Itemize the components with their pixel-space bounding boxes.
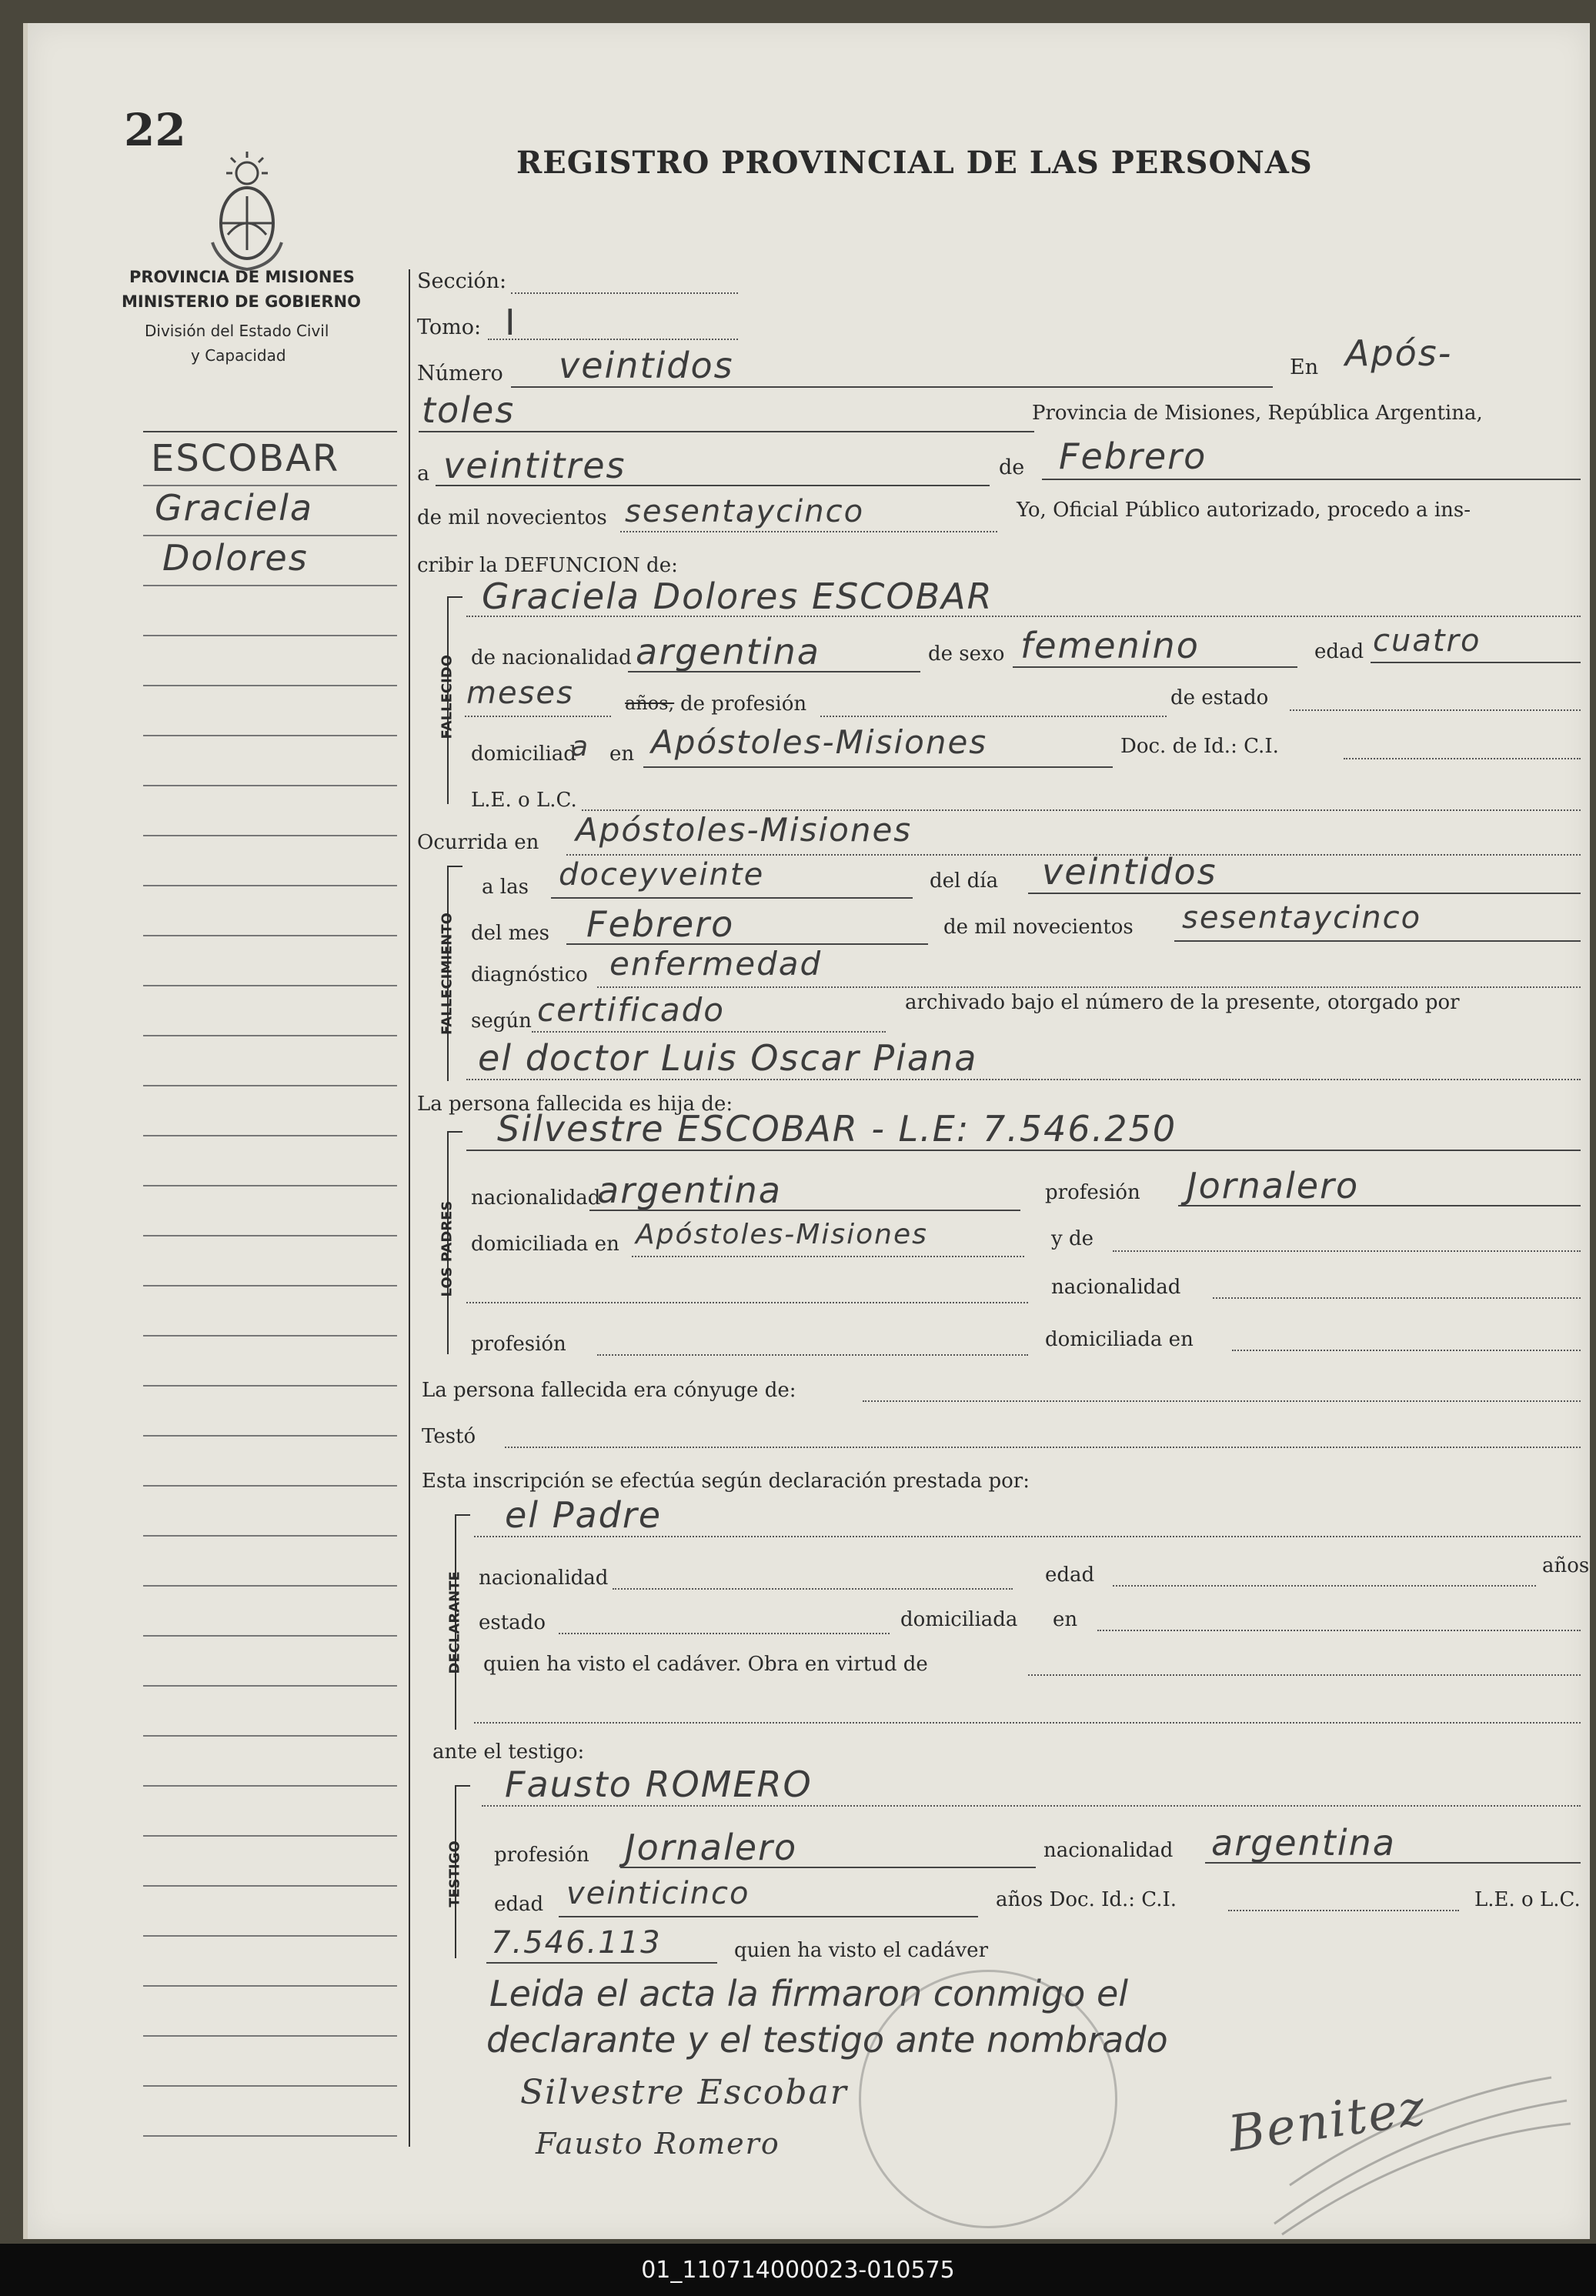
- field-testigo-doc-2: [486, 1962, 717, 1964]
- label-profesion-padre: profesión: [1045, 1181, 1140, 1204]
- field-edad: [1371, 662, 1581, 663]
- label-le-lc: L.E. o L.C.: [471, 789, 577, 812]
- field-hora: [551, 897, 913, 899]
- label-de: de: [999, 456, 1025, 479]
- signature-oficial: Benitez: [1225, 2079, 1430, 2164]
- value-sexo: femenino: [1020, 625, 1200, 666]
- office-line-2: MINISTERIO DE GOBIERNO: [122, 292, 361, 311]
- margin-top-rule: [143, 431, 397, 432]
- field-obra: [1028, 1674, 1581, 1676]
- field-tomo: [488, 339, 738, 340]
- field-testigo-nac: [1205, 1862, 1581, 1864]
- margin-rule: [143, 1335, 397, 1337]
- field-estado: [1290, 709, 1581, 711]
- field-profesion: [820, 716, 1167, 717]
- value-medico: el doctor Luis Oscar Piana: [478, 1037, 978, 1079]
- closing-line-1: Leida el acta la firmaron conmigo el: [489, 1973, 1129, 2014]
- side-label-testigo: TESTIGO: [446, 1840, 463, 1907]
- margin-rule: [143, 1185, 397, 1186]
- field-padre-extra: [466, 1302, 1028, 1303]
- margin-rule: [143, 1285, 397, 1286]
- field-medico: [466, 1079, 1581, 1080]
- label-del-dia: del día: [930, 869, 999, 893]
- label-doc-id: Doc. de Id.: C.I.: [1120, 735, 1279, 758]
- side-label-padres: LOS PADRES: [439, 1200, 456, 1297]
- label-nacionalidad-padre: nacionalidad: [471, 1186, 601, 1210]
- label-nacionalidad-decl: nacionalidad: [479, 1567, 609, 1590]
- label-de-profesion: de profesión: [680, 692, 807, 716]
- value-dia: veintitres: [443, 445, 626, 486]
- margin-rule: [143, 1085, 397, 1086]
- field-diagnostico: [597, 986, 1581, 988]
- margin-rule: [143, 1885, 397, 1887]
- office-line-3: División del Estado Civil: [145, 322, 329, 340]
- label-edad-decl: edad: [1045, 1563, 1095, 1587]
- field-anio: [620, 531, 997, 532]
- margin-rule: [143, 1535, 397, 1537]
- value-nacionalidad: argentina: [636, 631, 820, 672]
- field-madre-dom: [1232, 1350, 1581, 1351]
- margin-rule: [143, 1135, 397, 1136]
- side-label-fallecimiento: FALLECIMIENTO: [439, 913, 456, 1035]
- field-declarante: [474, 1536, 1581, 1537]
- margin-surname: ESCOBAR: [151, 437, 340, 480]
- field-obra-2: [474, 1722, 1581, 1724]
- signature-testigo: Fausto Romero: [536, 2127, 780, 2161]
- value-padre-prof: Jornalero: [1187, 1165, 1360, 1206]
- margin-rule: [143, 735, 397, 736]
- register-page: [23, 23, 1590, 2239]
- label-domiciliada-en-madre: domiciliada en: [1045, 1328, 1194, 1351]
- value-mes-fall: Febrero: [586, 903, 735, 945]
- page-title: REGISTRO PROVINCIAL DE LAS PERSONAS: [516, 145, 1313, 181]
- value-testigo-doc: 7.546.113: [491, 1925, 662, 1961]
- field-segun: [532, 1031, 886, 1033]
- section-cap: [447, 1131, 462, 1133]
- label-quien-visto: quien ha visto el cadáver. Obra en virtud de: [483, 1653, 928, 1676]
- official-seal: [859, 1970, 1117, 2228]
- field-seccion: [511, 292, 738, 294]
- field-mes: [1042, 479, 1581, 480]
- label-anos-doc: años Doc. Id.: C.I.: [996, 1888, 1177, 1911]
- label-nacionalidad-testigo: nacionalidad: [1043, 1839, 1174, 1862]
- margin-rule: [143, 1485, 397, 1487]
- margin-rule: [143, 635, 397, 636]
- label-del-mes: del mes: [471, 922, 549, 945]
- value-testigo-edad: veinticinco: [566, 1876, 750, 1911]
- label-conyuge: La persona fallecida era cónyuge de:: [422, 1379, 796, 1402]
- value-ocurrida: Apóstoles-Misiones: [576, 811, 913, 849]
- label-estado-decl: estado: [479, 1611, 546, 1634]
- value-segun: certificado: [537, 991, 725, 1029]
- label-de-nacionalidad: de nacionalidad: [471, 646, 632, 669]
- value-edad-2: meses: [466, 676, 574, 711]
- section-cap: [447, 596, 462, 598]
- margin-rule: [143, 485, 397, 486]
- margin-rule: [143, 935, 397, 936]
- field-madre: [1113, 1250, 1581, 1252]
- margin-rule: [143, 835, 397, 836]
- label-a-las: a las: [482, 876, 529, 899]
- value-numero: veintidos: [559, 345, 734, 386]
- closing-line-2: declarante y el testigo ante nombrado: [486, 2019, 1168, 2061]
- value-padre-dom: Apóstoles-Misiones: [636, 1219, 928, 1250]
- label-inscripcion: Esta inscripción se efectúa según declaración prestada por:: [422, 1470, 1030, 1493]
- label-hija-de: La persona fallecida es hija de:: [417, 1093, 733, 1116]
- margin-rule: [143, 985, 397, 986]
- margin-given-name-1: Graciela: [155, 487, 314, 529]
- label-de-mil: de mil novecientos: [417, 506, 607, 529]
- label-de-estado: de estado: [1170, 686, 1269, 709]
- value-dia-fall: veintidos: [1042, 851, 1217, 893]
- margin-rule: [143, 1235, 397, 1236]
- value-domicilio: Apóstoles-Misiones: [651, 723, 988, 761]
- label-de-mil-novecientos: de mil novecientos: [943, 916, 1134, 939]
- side-label-fallecido: FALLECIDO: [439, 654, 456, 739]
- label-edad-testigo: edad: [494, 1893, 544, 1916]
- field-madre-prof: [597, 1354, 1028, 1356]
- field-doc-id: [1344, 758, 1581, 759]
- label-anos-struck: años,: [625, 692, 675, 714]
- label-anos-decl: años: [1542, 1554, 1590, 1577]
- margin-rule: [143, 885, 397, 886]
- margin-rule: [143, 1935, 397, 1937]
- label-nacionalidad-madre: nacionalidad: [1051, 1276, 1181, 1299]
- value-anio: sesentaycinco: [625, 494, 865, 529]
- value-declarante: el Padre: [505, 1494, 663, 1536]
- field-testo: [505, 1447, 1581, 1448]
- label-le-o-lc: L.E. o L.C.: [1474, 1888, 1581, 1911]
- value-nombre: Graciela Dolores ESCOBAR: [482, 576, 993, 617]
- label-cribir: cribir la DEFUNCION de:: [417, 554, 678, 577]
- coat-of-arms-icon: [205, 150, 289, 273]
- section-cap: [455, 1785, 470, 1787]
- label-a: a: [417, 462, 430, 486]
- margin-rule: [143, 1385, 397, 1387]
- field-nombre: [466, 616, 1581, 617]
- value-testigo-prof: Jornalero: [625, 1827, 798, 1868]
- label-tomo: Tomo:: [417, 315, 482, 339]
- field-testigo-edad: [559, 1916, 978, 1917]
- value-testigo-nac: argentina: [1211, 1822, 1396, 1864]
- label-testo: Testó: [422, 1425, 476, 1448]
- label-domiciliad: domiciliad: [471, 743, 576, 766]
- label-archivado: archivado bajo el número de la presente, otorgado por: [905, 991, 1460, 1014]
- field-edad-2: [465, 716, 611, 717]
- margin-rule: [143, 1435, 397, 1437]
- field-decl-edad: [1113, 1585, 1536, 1587]
- side-label-declarante: DECLARANTE: [446, 1571, 463, 1674]
- value-hora: doceyveinte: [559, 857, 765, 893]
- field-nacionalidad: [628, 671, 920, 672]
- field-padre-prof: [1178, 1205, 1581, 1206]
- field-decl-dom: [1097, 1630, 1581, 1631]
- field-testigo-prof: [620, 1867, 1036, 1868]
- margin-rule: [143, 2035, 397, 2037]
- label-en-decl: en: [1053, 1608, 1078, 1631]
- margin-rule: [143, 685, 397, 686]
- field-testigo: [482, 1805, 1581, 1807]
- label-provincia: Provincia de Misiones, República Argentina,: [1032, 402, 1483, 425]
- margin-rule: [143, 1735, 397, 1737]
- field-madre-nac: [1213, 1297, 1581, 1299]
- label-profesion-testigo: profesión: [494, 1844, 589, 1867]
- section-cap: [455, 1514, 470, 1516]
- field-conyuge: [863, 1400, 1581, 1402]
- label-en: En: [1290, 355, 1319, 379]
- margin-given-name-2: Dolores: [162, 537, 309, 579]
- label-profesion-madre: profesión: [471, 1333, 566, 1356]
- label-yo-oficial: Yo, Oficial Público autorizado, procedo a ins-: [1017, 499, 1471, 522]
- label-en-domicilio: en: [609, 743, 635, 766]
- label-diagnostico: diagnóstico: [471, 963, 588, 986]
- margin-rule: [143, 535, 397, 536]
- field-padre-dom: [632, 1256, 1024, 1257]
- value-dom-a: a: [571, 731, 590, 763]
- label-quien-visto-2: quien ha visto el cadáver: [734, 1939, 989, 1962]
- margin-rule: [143, 1785, 397, 1787]
- value-tomo: I: [505, 302, 517, 343]
- field-decl-estado: [559, 1633, 890, 1634]
- value-lugar-1: Após-: [1345, 332, 1453, 374]
- field-testigo-doc: [1228, 1910, 1459, 1911]
- field-anio-fall: [1174, 940, 1581, 942]
- field-sexo: [1013, 666, 1297, 668]
- label-edad: edad: [1314, 640, 1364, 663]
- label-domiciliada-en: domiciliada en: [471, 1233, 619, 1256]
- value-lugar-2: toles: [422, 389, 516, 431]
- margin-rule: [143, 2085, 397, 2087]
- label-numero: Número: [417, 362, 503, 385]
- column-divider: [409, 269, 410, 2147]
- value-anio-fall: sesentaycinco: [1182, 900, 1422, 936]
- label-ante-testigo: ante el testigo:: [432, 1740, 585, 1764]
- page-number: 22: [124, 104, 186, 156]
- value-padre-nac: argentina: [597, 1170, 782, 1211]
- value-mes: Febrero: [1059, 436, 1207, 477]
- margin-rule: [143, 1585, 397, 1587]
- label-y-de: y de: [1051, 1227, 1093, 1250]
- field-lugar: [419, 431, 1034, 432]
- margin-rule: [143, 1985, 397, 1987]
- field-decl-nac: [613, 1588, 1013, 1590]
- label-segun: según: [471, 1010, 532, 1033]
- margin-rule: [143, 1635, 397, 1637]
- signature-declarante: Silvestre Escobar: [520, 2073, 848, 2112]
- label-seccion: Sección:: [417, 269, 507, 293]
- margin-rule: [143, 785, 397, 786]
- margin-rule: [143, 1035, 397, 1036]
- image-caption: 01_110714000023-010575: [0, 2244, 1596, 2296]
- margin-rule: [143, 1835, 397, 1837]
- office-line-4: y Capacidad: [191, 346, 286, 365]
- field-dia: [436, 485, 990, 486]
- field-padre-nac: [589, 1210, 1020, 1211]
- value-edad-1: cuatro: [1373, 623, 1481, 659]
- value-padre: Silvestre ESCOBAR - L.E: 7.546.250: [497, 1108, 1177, 1150]
- margin-rule: [143, 2135, 397, 2137]
- margin-rule: [143, 1685, 397, 1687]
- section-cap: [447, 866, 462, 867]
- value-testigo: Fausto ROMERO: [505, 1764, 813, 1805]
- field-numero: [511, 386, 1273, 388]
- field-domicilio: [643, 766, 1113, 768]
- value-diagnostico: enfermedad: [609, 945, 823, 983]
- margin-rule: [143, 585, 397, 586]
- label-domiciliada-decl: domiciliada: [900, 1608, 1018, 1631]
- label-ocurrida-en: Ocurrida en: [417, 831, 539, 854]
- field-padre: [466, 1150, 1581, 1151]
- official-stamp-icon: [1259, 2070, 1574, 2239]
- label-de-sexo: de sexo: [928, 642, 1005, 666]
- office-line-1: PROVINCIA DE MISIONES: [129, 268, 355, 286]
- field-dia-fall: [1028, 893, 1581, 894]
